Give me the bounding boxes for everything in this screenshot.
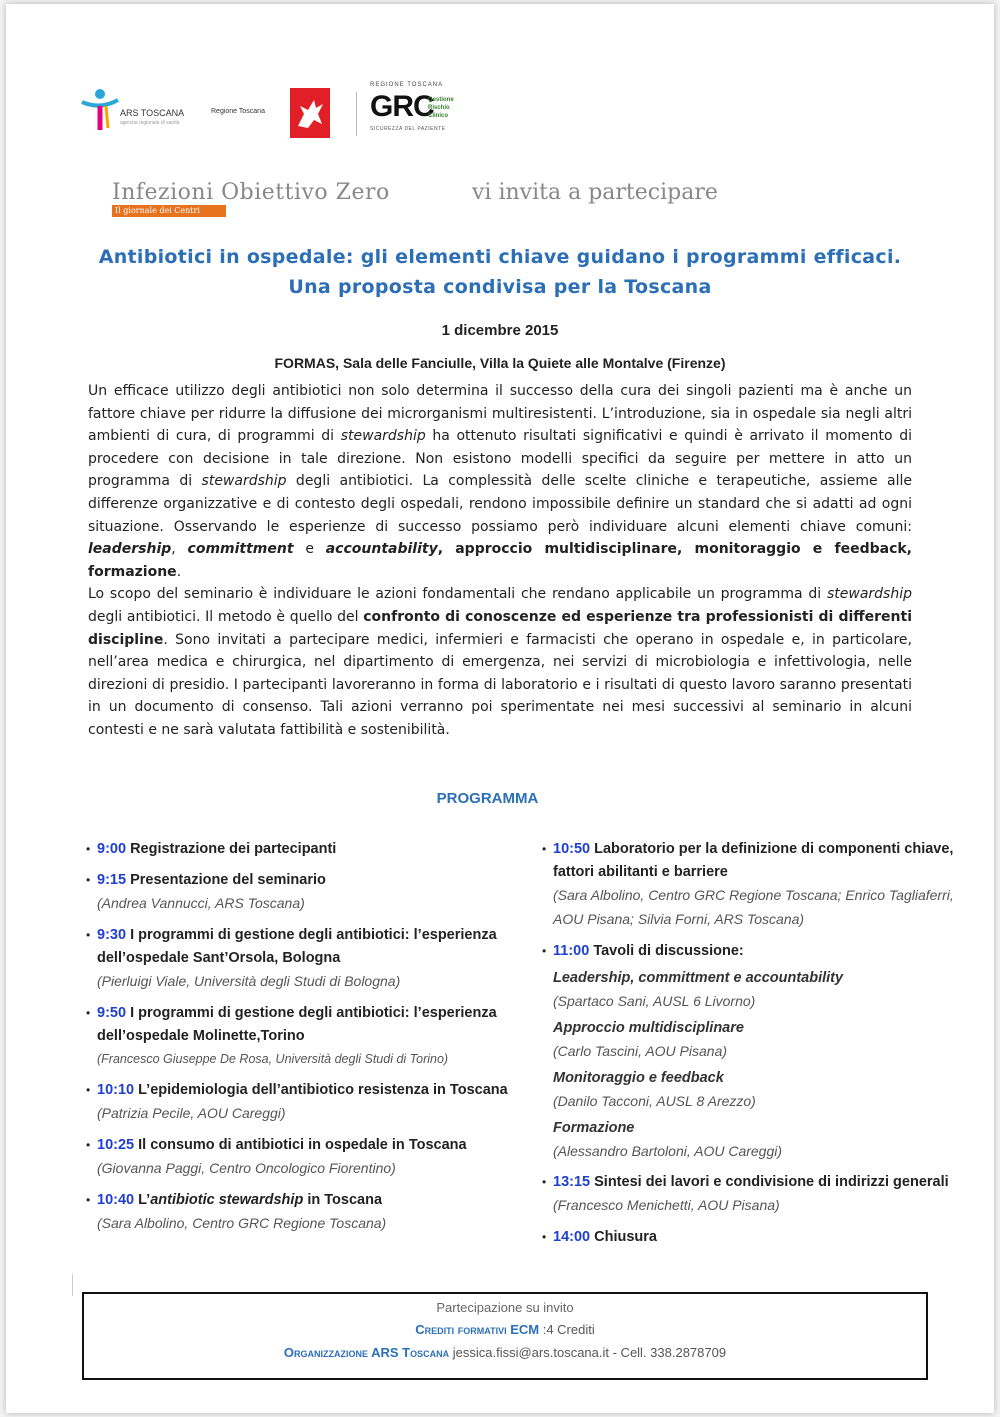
- event-venue: FORMAS, Sala delle Fanciulle, Villa la Quiete alle Montalve (Firenze): [274, 355, 726, 371]
- pegaso-logo-icon: [290, 88, 330, 138]
- event-date: 1 dicembre 2015: [441, 322, 559, 339]
- programma-heading: PROGRAMMA: [436, 790, 539, 807]
- organization-contact: Organizzazione ARS Toscana jessica.fissi@ars.toscana.it - Cell. 338.2878709: [283, 1345, 727, 1360]
- programma-item: • 9:50 I programmi di gestione degli antibiotici: l’esperienza dell’ospedale Molinette,Torino (Francesco Giuseppe De Rosa, Università degli Studi di Torino): [86, 1002, 526, 1071]
- programma-item: • 10:40 L’antibiotic stewardship in Toscana (Sara Albolino, Centro GRC Regione Toscana): [86, 1189, 526, 1236]
- discussion-table-speaker: (Carlo Tascini, AOU Pisana): [553, 1043, 728, 1059]
- grc-bottom-text: SICUREZZA DEL PAZIENTE: [370, 126, 446, 132]
- discussion-table-speaker: (Spartaco Sani, AUSL 6 Livorno): [553, 993, 756, 1009]
- programma-item: • 10:10 L’epidemiologia dell’antibiotico resistenza in Toscana (Patrizia Pecile, AOU Careggi): [86, 1079, 526, 1126]
- event-title-line1: Antibiotici in ospedale: gli elementi chiave guidano i programmi efficaci.: [98, 246, 902, 268]
- programma-item: • 14:00 Chiusura: [542, 1226, 962, 1249]
- discussion-table-title: Formazione: [553, 1120, 635, 1136]
- programma-left-column: [86, 838, 526, 1244]
- grc-top-text: REGIONE TOSCANA: [370, 82, 444, 88]
- discussion-table-speaker: (Danilo Tacconi, AUSL 8 Arezzo): [553, 1093, 756, 1109]
- ecm-credits: Crediti formativi ECM :4 Crediti: [415, 1322, 595, 1337]
- event-title-line2: Una proposta condivisa per la Toscana: [288, 276, 712, 298]
- invite-text: vi invita a partecipare: [472, 180, 718, 205]
- discussion-table-title: Monitoraggio e feedback: [553, 1070, 724, 1086]
- grc-side-text: Gestione Rischio Clinico: [428, 97, 454, 119]
- discussion-table-speaker: (Alessandro Bartoloni, AOU Careggi): [553, 1143, 783, 1159]
- journal-badge: Il giornale dei Centri: [112, 205, 226, 217]
- journal-title: Infezioni Obiettivo Zero: [112, 180, 390, 205]
- regione-name: Regione Toscana: [211, 108, 265, 115]
- programma-item: • 11:00 Tavoli di discussione: Leadership, committment e accountability (Spartaco Sani, AUSL 6 Livorno) Approccio multidisciplinare (Carlo Tascini, AOU Pisana) Monitoraggio e feedback (Danilo Tacconi, AUSL 8 Arezzo) Formazione (Alessandro Bartoloni, AOU Careggi): [542, 940, 962, 1163]
- info-box: [82, 1292, 928, 1380]
- discussion-table-title: Approccio multidisciplinare: [553, 1020, 744, 1036]
- grc-letters: GRC: [370, 90, 434, 123]
- margin-mark: [72, 1274, 73, 1296]
- logo-bar: [78, 82, 478, 142]
- programma-right-column: [542, 838, 962, 1257]
- ars-name: ARS TOSCANA: [120, 108, 185, 118]
- programma-item: • 9:15 Presentazione del seminario (Andrea Vannucci, ARS Toscana): [86, 869, 526, 916]
- description-text: [88, 380, 912, 742]
- grc-logo: [370, 82, 460, 140]
- discussion-table-title: Leadership, committment e accountability: [553, 970, 844, 986]
- paragraph-1: Un efficace utilizzo degli antibiotici non solo determina il successo della cura dei singoli pazienti ma è anche un fattore chiave per ridurre la diffusione dei microrganismi multiresistenti. L’introduzione, sia in ospedale sia negli altri ambienti di cura, di programmi di stewardship ha ottenuto risultati significativi e quindi è arrivato il momento di procedere con decisione in tale direzione. Non esistono modelli specifici da seguire per mettere in atto un programma di stewardship degli antibiotici. La complessità delle scelte cliniche e terapeutiche, assieme alle differenze organizzative e di contesto degli ospedali, rendono impossibile definire un standard che si adatti ad ogni situazione. Osservando le esperienze di successo possiamo però individuare alcuni elementi chiave comuni: leadership, committment e accountability, approccio multidisciplinare, monitoraggio e feedback, formazione.: [88, 383, 913, 580]
- programma-item: • 10:25 Il consumo di antibiotici in ospedale in Toscana (Giovanna Paggi, Centro Oncologico Fiorentino): [86, 1134, 526, 1181]
- programma-item: • 13:15 Sintesi dei lavori e condivisione di indirizzi generali (Francesco Menichetti, AOU Pisana): [542, 1171, 962, 1218]
- paragraph-2: Lo scopo del seminario è individuare le azioni fondamentali che rendano applicabile un programma di stewardship degli antibiotici. Il metodo è quello del confronto di conoscenze ed esperienze tra professionisti di differenti discipline. Sono invitati a partecipare medici, infermieri e farmacisti che operano in ospedale e, in particolare, nell’area medica e chirurgica, nel dipartimento di emergenza, nei servizi di microbiologia e infettivologia, nelle direzioni di presidio. I partecipanti lavoreranno in forma di laboratorio e i risultati di questo lavoro saranno presentati in un documento di consenso. Tali azioni verranno poi sperimentate nei mesi successivi al seminario in alcuni contesti e ne sarà valutata fattibilità e sostenibilità.: [88, 586, 912, 738]
- logo-separator: [356, 92, 357, 136]
- programma-item: • 10:50 Laboratorio per la definizione di componenti chiave, fattori abilitanti e barriere (Sara Albolino, Centro GRC Regione Toscana; Enrico Tagliaferri, AOU Pisana; Silvia Forni, ARS Toscana): [542, 838, 962, 932]
- participation-note: Partecipazione su invito: [436, 1300, 574, 1315]
- programma-item: • 9:00 Registrazione dei partecipanti: [86, 838, 526, 861]
- ars-subtitle: agenzia regionale di sanità: [120, 120, 180, 126]
- programma-item: • 9:30 I programmi di gestione degli antibiotici: l’esperienza dell’ospedale Sant’Orsola, Bologna (Pierluigi Viale, Università degli Studi di Bologna): [86, 924, 526, 994]
